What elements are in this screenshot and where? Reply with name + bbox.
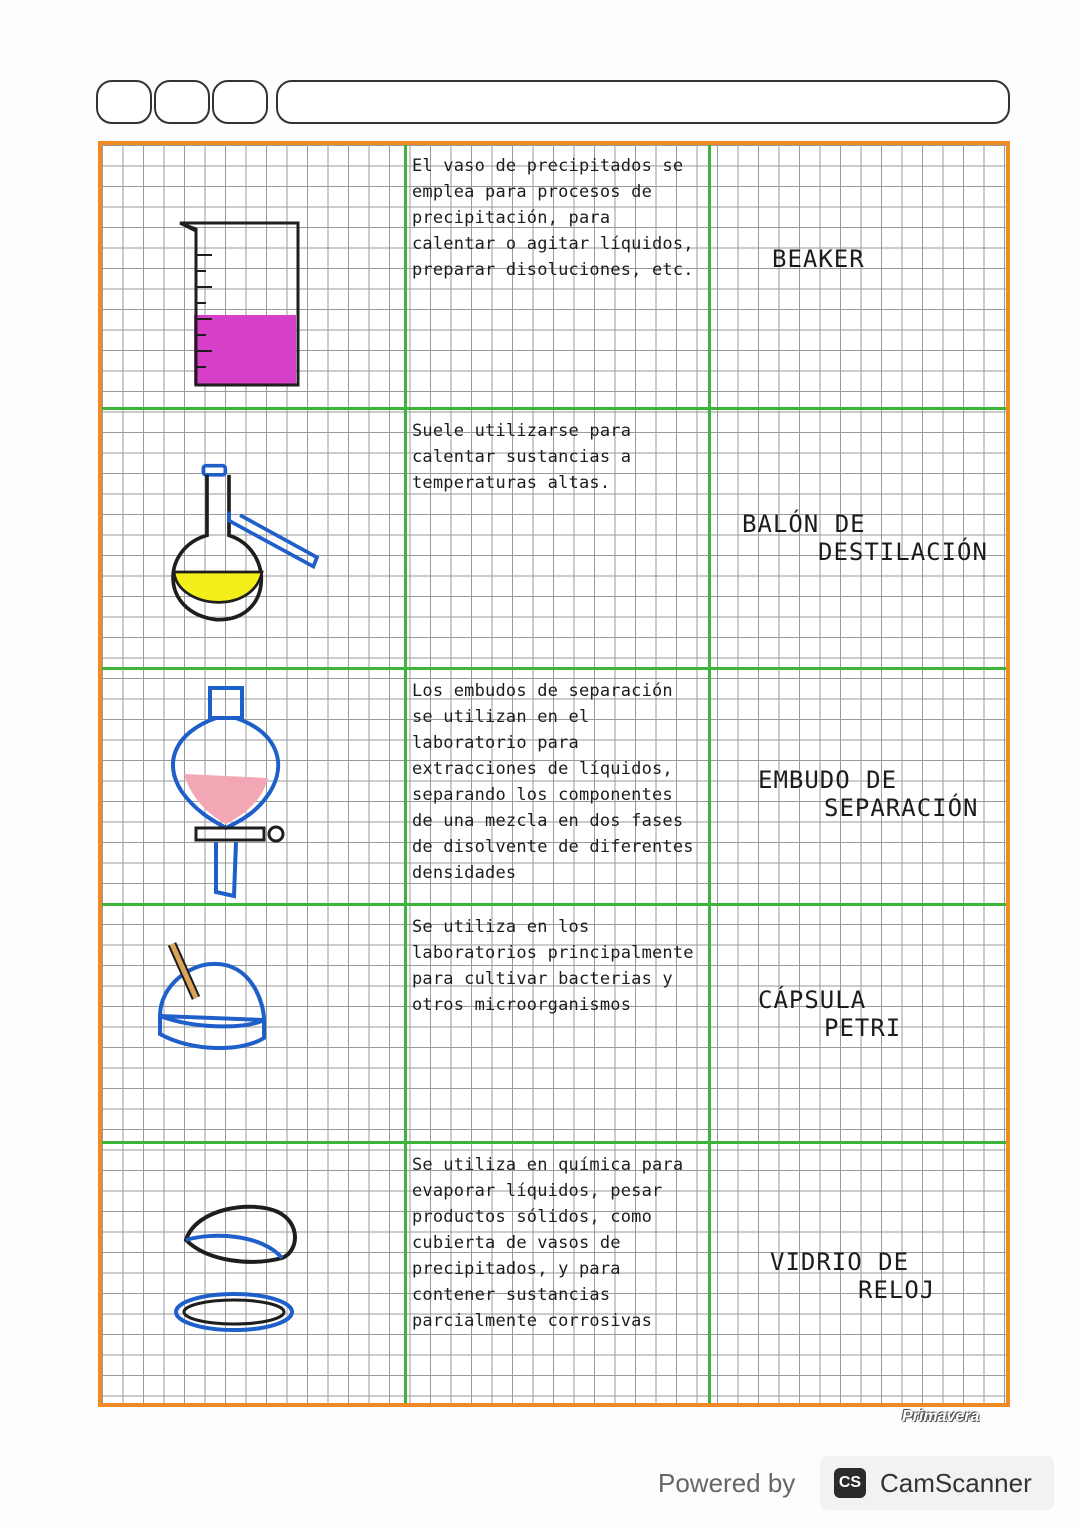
name-petri-dish [758,986,1048,1042]
table-row-separatory-funnel [102,670,1006,903]
name-watch-glass [770,1248,1060,1304]
camscanner-badge [820,1456,1054,1510]
petri-dish-icon [152,934,372,1064]
distillation-flask-icon [152,450,372,650]
description-watch-glass: Se utiliza en química para evaporar líquidos, pesar productos sólidos, como cubierta de vasos de precipitados, y para contener sustancias parcialmente corrosivas [412,1155,684,1331]
table-row-petri-dish [102,906,1006,1141]
paper-brand: Primavera [902,1408,980,1425]
name-separatory-funnel [758,766,1048,822]
name-line2: DESTILACIÓN [818,538,988,566]
header-box-3 [212,80,268,124]
table-row-beaker [102,145,1006,407]
powered-by-text: Powered by [658,1468,796,1498]
name-line1: VIDRIO DE [770,1248,910,1276]
name-line1: CÁPSULA [758,986,867,1014]
header-box-2 [154,80,210,124]
separatory-funnel-icon [152,682,372,902]
table-row-distillation-flask [102,410,1006,667]
header-box-1 [96,80,152,124]
description-beaker: El vaso de precipitados se emplea para procesos de precipitación, para calentar o agitar líquidos, preparar disoluciones, etc. [412,156,694,280]
name-line1: EMBUDO DE [758,766,898,794]
header-title-box [276,80,1010,124]
camscanner-logo-icon: CS [834,1468,866,1498]
table-row-watch-glass [102,1144,1006,1403]
name-distillation-flask [742,510,1032,566]
name-line2: SEPARACIÓN [824,794,979,822]
name-line2: PETRI [824,1014,902,1042]
beaker-icon [152,215,372,395]
header-boxes [96,80,1012,124]
lab-equipment-table [98,141,1010,1407]
watch-glass-icon [152,1174,372,1374]
name-beaker [772,245,1062,273]
description-petri-dish: Se utiliza en los laboratorios principalmente para cultivar bacterias y otros microorganismos [412,917,694,1015]
camscanner-name: CamScanner [880,1468,1032,1498]
name-line2: RELOJ [858,1276,936,1304]
description-separatory-funnel: Los embudos de separación se utilizan en el laboratorio para extracciones de líquidos, separando los componentes de una mezcla en dos fases de disolvente de diferentes densidades [412,681,694,883]
description-distillation-flask: Suele utilizarse para calentar sustancias a temperaturas altas. [412,421,632,493]
name-line1: BALÓN DE [742,510,866,538]
name-line1: BEAKER [772,245,865,273]
